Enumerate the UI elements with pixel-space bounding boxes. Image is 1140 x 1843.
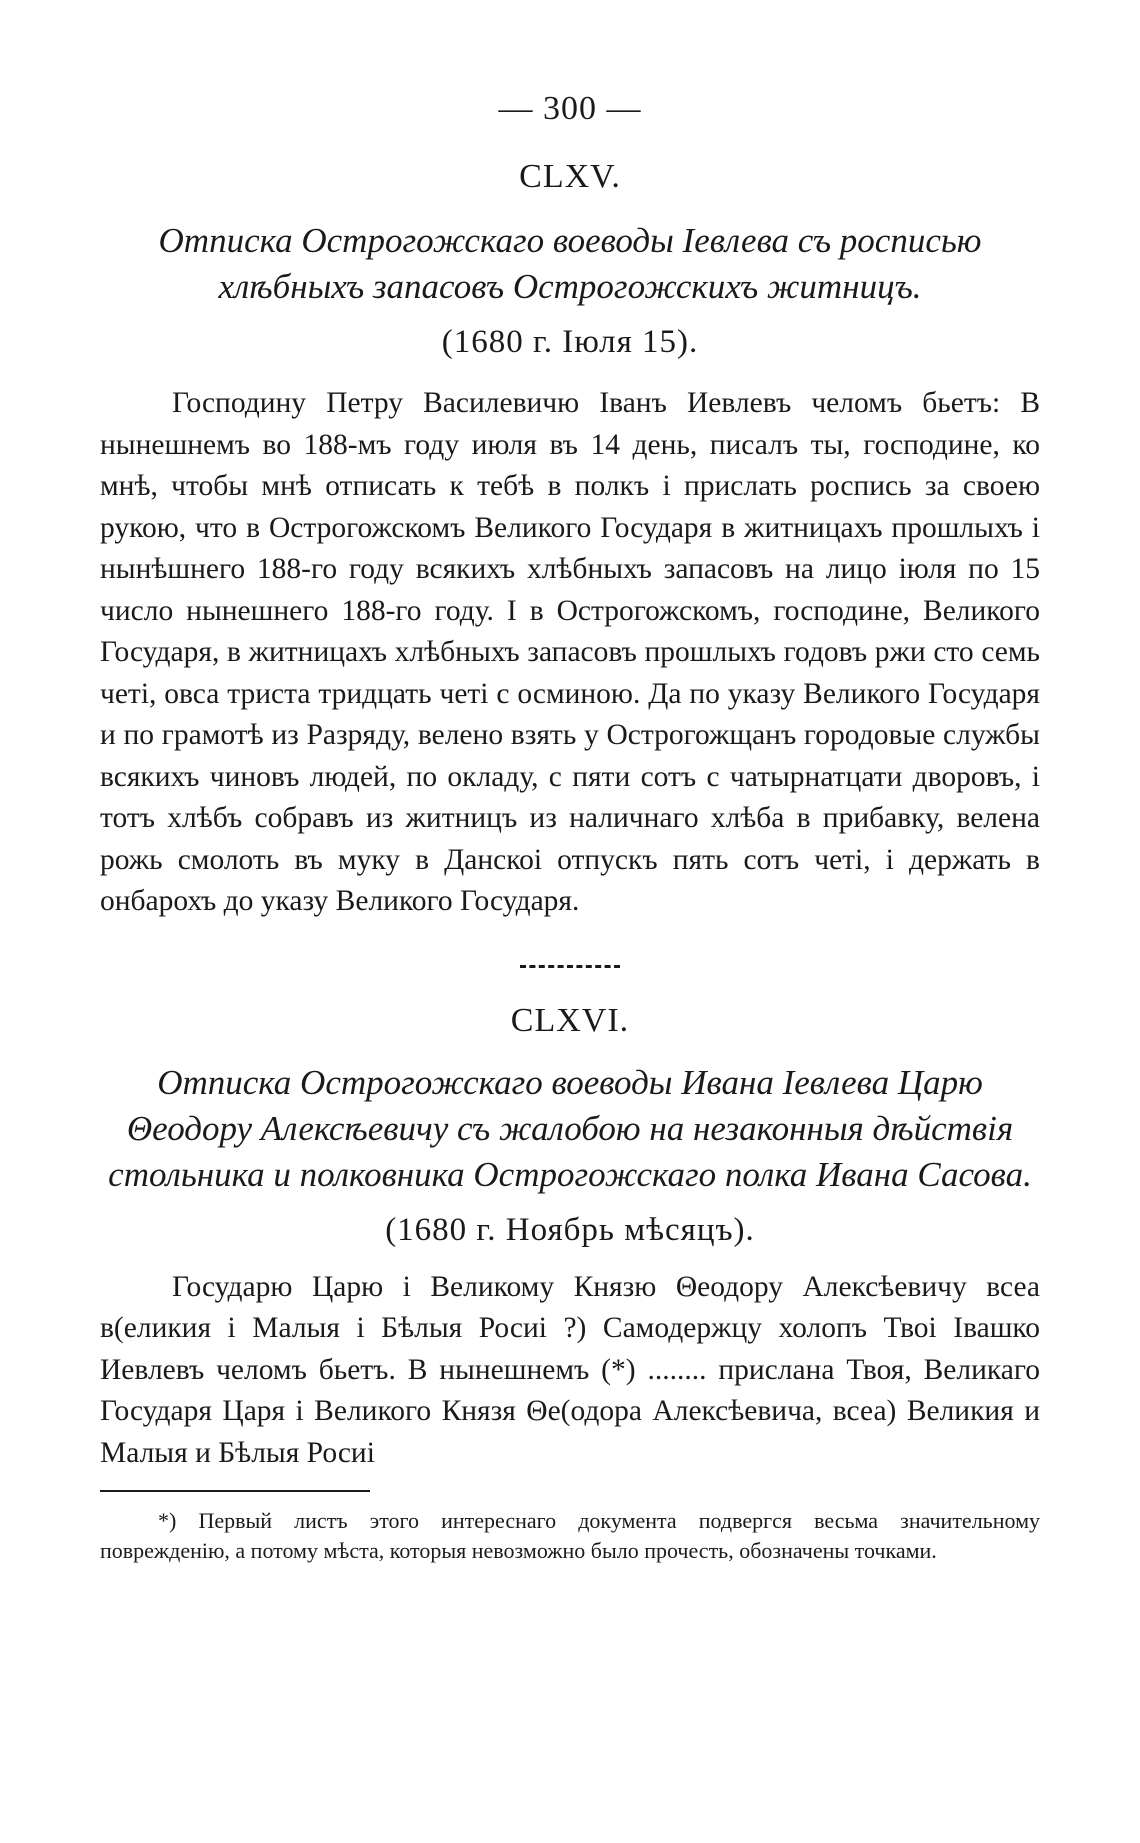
document-body: Господину Петру Василевичю Іванъ Иевлевъ челомъ бьетъ: В нынешнемъ во 188-мъ году июля въ 14 день, писалъ ты, господине, ко мнѣ, чтобы мнѣ отписать к тебѣ в полкъ і прислать роспись за своею рукою, что в Острогожскомъ Великого Государя в житницахъ прошлыхъ і нынѣшнего 188-го году всякихъ хлѣбныхъ запасовъ на лицо іюля по 15 число нынешнего 188-го году. I в Острогожскомъ, господине, Великого Государя, в житницахъ хлѣбныхъ запасовъ прошлыхъ годовъ ржи сто семь четі, овса триста тридцать четі с осминою. Да по указу Великого Государя и по грамотѣ из Разряду, велено взять у Острогожщанъ городовые службы всякихъ чиновъ людей, по окладу, с пяти сотъ с чатырнатцати дворовъ, і тотъ хлѣбъ собравъ из житницъ из наличнаго хлѣба в прибавку, велена рожь смолоть въ муку в Данскоі отпускъ пять сотъ четі, і держать в онбарохъ до указу Великого Государя. [100, 387, 1040, 917]
footnote: *) Первый листъ этого интереснаго документа подвергся весьма значительному поврежденію, а потому мѣста, которыя невозможно было прочесть, обозначены точками. [100, 1508, 1040, 1563]
document-title: Отписка Острогожскаго воеводы Ивана Іевлева Царю Θеодору Алексѣевичу съ жалобою на незаконныя дѣйствія стольника и полковника Острогожскаго полка Ивана Сасова. [108, 1062, 1032, 1194]
document-body: Государю Царю і Великому Князю Θеодору Алексѣевичу всеа в(еликия і Малыя і Бѣлыя Росиі ?) Самодержцу холопъ Твоі Івашко Иевлевъ челомъ бьетъ. В нынешнемъ (*) ........ прислана Твоя, Великаго Государя Царя і Великого Князя Θе(одора Алексѣевича, всеа) Великия и Малыя и Бѣлыя Росиі [100, 1270, 1040, 1469]
page-number: — 300 — [498, 90, 642, 127]
document-date: (1680 г. Іюля 15). [441, 324, 699, 360]
document-number: CLXV. [519, 158, 621, 195]
document-clxv [100, 158, 1040, 923]
document-clxvi [100, 1002, 1040, 1475]
document-page [100, 90, 1040, 1566]
document-number: CLXVI. [510, 1001, 630, 1039]
section-separator [520, 965, 620, 968]
footnote-rule [100, 1490, 370, 1492]
document-date: (1680 г. Ноябрь мѣсяцъ). [385, 1211, 755, 1248]
document-title: Отписка Острогожскаго воеводы Іевлева съ росписью хлѣбныхъ запасовъ Острогожскихъ житницъ. [158, 221, 982, 306]
